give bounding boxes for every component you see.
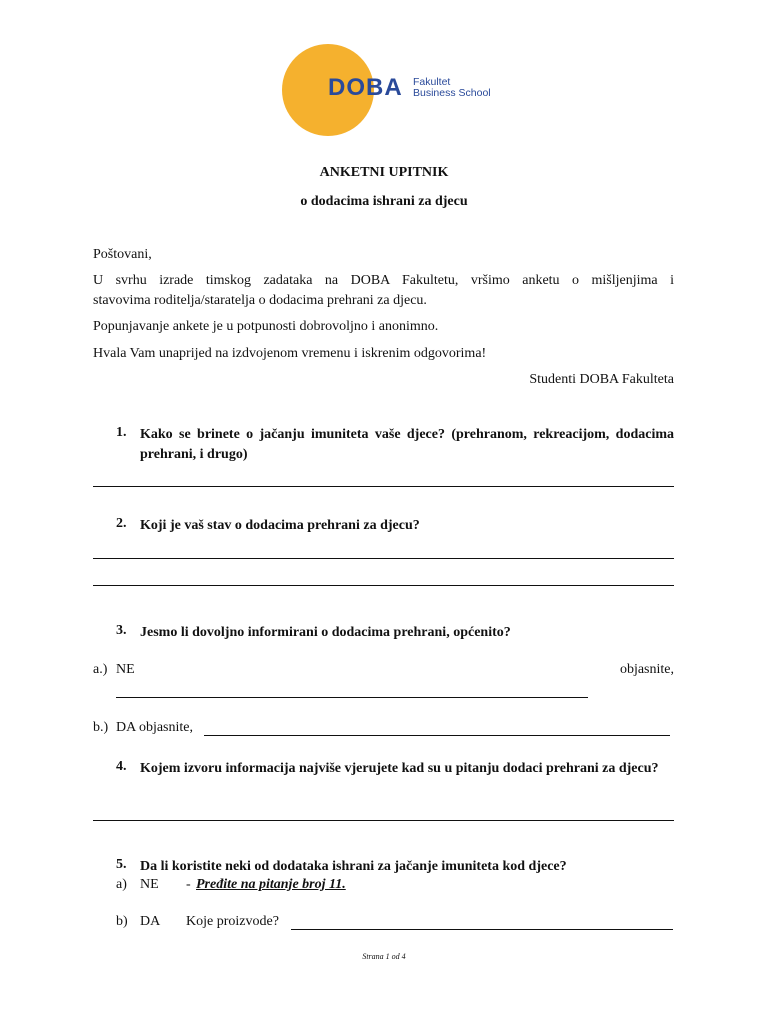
greeting: Poštovani, xyxy=(93,247,152,262)
logo-mark: DOBA xyxy=(328,74,403,101)
q3-option-b-text[interactable]: DA objasnite, xyxy=(116,720,193,735)
logo-sub-line1: Fakultet xyxy=(413,76,451,88)
page-number-footer: Strana 1 od 4 xyxy=(362,952,406,961)
signature: Studenti DOBA Fakulteta xyxy=(529,372,674,387)
intro-line-1: U svrhu izrade timskog zadataka na DOBA Fakultetu, vršimo anketu o mišljenjima i xyxy=(93,273,674,288)
logo-sub-line2: Business School xyxy=(413,87,491,99)
answer-line-q2-1[interactable] xyxy=(93,558,674,559)
q5-option-a-dash: - xyxy=(186,877,191,892)
answer-line-q1[interactable] xyxy=(93,486,674,487)
q3-option-a-text[interactable]: NE xyxy=(116,662,135,677)
doba-logo xyxy=(282,44,502,136)
q5-option-a-label: a) xyxy=(116,877,127,892)
question-3-number: 3. xyxy=(116,623,127,638)
question-5-number: 5. xyxy=(116,857,127,872)
answer-line-q3-a[interactable] xyxy=(116,697,588,698)
question-1-text: Kako se brinete o jačanju imuniteta vaše djece? (prehranom, rekreacijom, dodacima prehrani, i drugo) xyxy=(140,427,674,462)
document-title: ANKETNI UPITNIK xyxy=(319,165,449,180)
q5-option-a-text[interactable]: NE xyxy=(140,877,159,892)
question-2-number: 2. xyxy=(116,516,127,531)
question-4-number: 4. xyxy=(116,759,127,774)
question-1-number: 1. xyxy=(116,425,127,440)
question-4-text: Kojem izvoru informacija najviše vjerujete kad su u pitanju dodaci prehrani za djecu? xyxy=(140,761,659,776)
intro-voluntary: Popunjavanje ankete je u potpunosti dobrovoljno i anonimno. xyxy=(93,319,439,334)
q3-option-a-explain: objasnite, xyxy=(619,662,674,677)
answer-line-q2-2[interactable] xyxy=(93,585,674,586)
q5-option-b-label: b) xyxy=(116,914,128,929)
q5-products-prompt: Koje proizvode? xyxy=(186,914,279,929)
answer-line-q3-b[interactable] xyxy=(204,735,670,736)
q5-option-b-text[interactable]: DA xyxy=(140,914,161,929)
document-subtitle: o dodacima ishrani za djecu xyxy=(300,194,468,209)
skip-to-question-11-link[interactable]: Pređite na pitanje broj 11. xyxy=(196,877,346,892)
question-3-text: Jesmo li dovoljno informirani o dodacima prehrani, općenito? xyxy=(140,625,511,640)
intro-line-2: stavovima roditelja/staratelja o dodacima prehrani za djecu. xyxy=(93,293,427,308)
answer-line-q4[interactable] xyxy=(93,820,674,821)
intro-thanks: Hvala Vam unaprijed na izdvojenom vremenu i iskrenim odgovorima! xyxy=(93,346,487,361)
answer-line-q5-products[interactable] xyxy=(291,929,673,930)
logo-subtitle xyxy=(413,77,491,99)
question-5-text: Da li koristite neki od dodataka ishrani za jačanje imuniteta kod djece? xyxy=(140,859,567,874)
q3-option-b-label: b.) xyxy=(93,720,109,735)
q3-option-a-label: a.) xyxy=(93,662,108,677)
question-2-text: Koji je vaš stav o dodacima prehrani za djecu? xyxy=(140,518,420,533)
